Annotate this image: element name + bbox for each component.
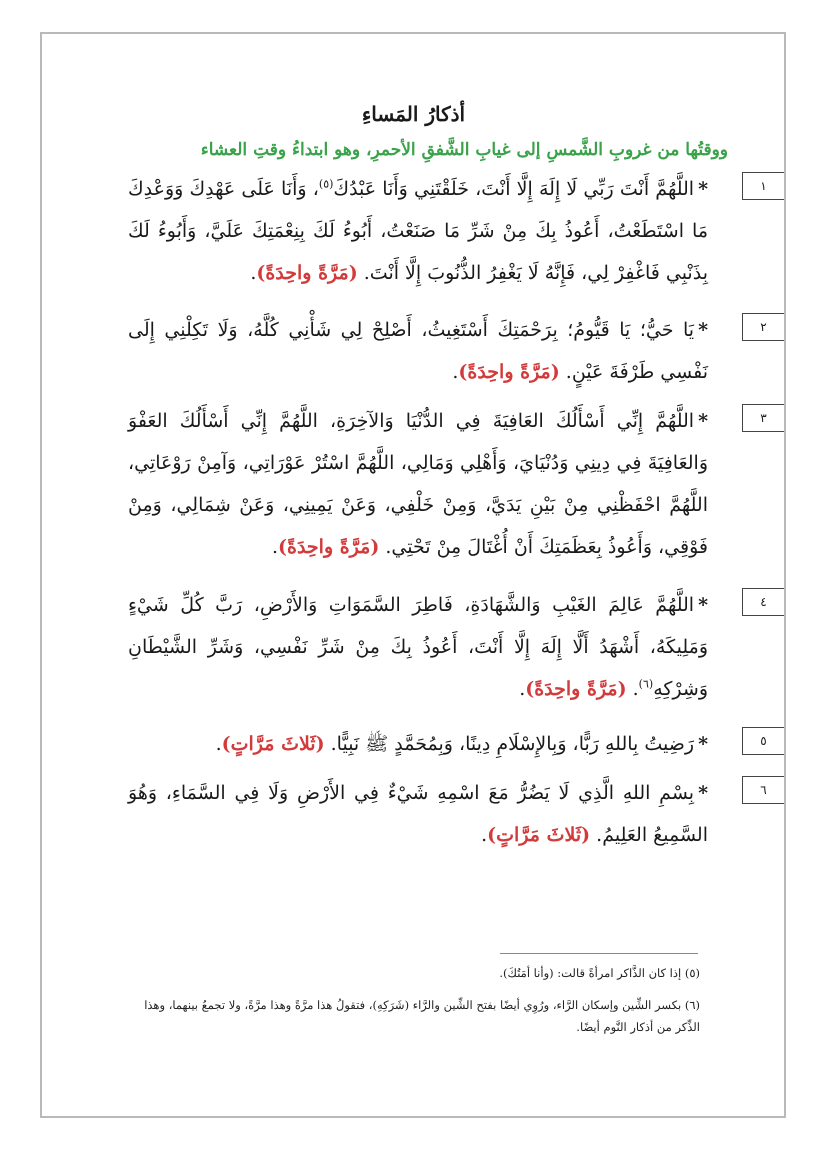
entry-number-4: ٤ xyxy=(742,588,784,616)
repeat-count: (ثَلاثَ مَرَّاتٍ) xyxy=(487,824,591,846)
entry-end: . xyxy=(271,536,278,558)
entry-2 xyxy=(128,309,708,393)
entry-text: يَا حَيُّ؛ يَا قَيُّومُ؛ بِرَحْمَتِكَ أَسْتَغِيثُ، أَصْلِحْ لِي شَأْنِي كُلَّهُ، وَلَا تَكِلْنِي إِلَى نَفْسِي طَرْفَةَ عَيْنٍ. xyxy=(128,319,708,383)
page-title: أذكارُ المَساءِ xyxy=(361,102,466,126)
repeat-count: (مَرَّةً واحِدَةً) xyxy=(458,361,560,383)
entry-text: اللَّهُمَّ إِنِّي أَسْأَلُكَ العَافِيَةَ فِي الدُّنْيَا وَالآخِرَةِ، اللَّهُمَّ إِنِّي أَسْأَلُكَ العَفْوَ وَالعَافِيَةَ فِي دِينِي وَدُنْيَايَ، وَأَهْلِي وَمَالِي، اللَّهُمَّ اسْتُرْ عَوْرَاتِي، وَآمِنْ رَوْعَاتِي، اللَّهُمَّ احْفَظْنِي مِنْ بَيْنِ يَدَيَّ، وَمِنْ خَلْفِي، وَعَنْ يَمِينِي، وَعَنْ شِمَالِي، وَمِنْ فَوْقِي، وَأَعُوذُ بِعَظَمَتِكَ أَنْ أُغْتَالَ مِنْ تَحْتِي. xyxy=(128,410,708,558)
repeat-count: (ثَلاثَ مَرَّاتٍ) xyxy=(221,733,325,755)
entry-number-2: ٢ xyxy=(742,313,784,341)
entry-1 xyxy=(128,168,708,294)
entry-number-6: ٦ xyxy=(742,776,784,804)
star-icon: * xyxy=(698,733,708,755)
entry-number-1: ١ xyxy=(742,172,784,200)
entry-end: . xyxy=(481,824,488,846)
star-icon: * xyxy=(698,594,708,616)
entry-end: . xyxy=(452,361,459,383)
entry-text: رَضِيتُ بِاللهِ رَبًّا، وَبِالإِسْلَامِ دِينًا، وَبِمُحَمَّدٍ ﷺ نَبِيًّا. xyxy=(330,733,695,755)
footnote-ref[interactable]: (٦) xyxy=(638,677,654,691)
entry-5 xyxy=(128,723,708,765)
star-icon: * xyxy=(698,178,708,200)
page-subtitle: ووقتُها من غروبِ الشَّمسِ إلى غيابِ الشَّفقِ الأحمرِ، وهو ابتداءُ وقتِ العشاء xyxy=(200,140,728,160)
entry-text-continued: . xyxy=(632,678,639,700)
entry-end: . xyxy=(215,733,222,755)
entry-number-3: ٣ xyxy=(742,404,784,432)
entry-end: . xyxy=(250,262,257,284)
star-icon: * xyxy=(698,782,708,804)
entry-3 xyxy=(128,400,708,568)
entry-text-continued: ، وَأَنَا عَلَى عَهْدِكَ وَوَعْدِكَ مَا اسْتَطَعْتُ، أَعُوذُ بِكَ مِنْ شَرِّ مَا صَنَعْتُ، أَبُوءُ لَكَ بِنِعْمَتِكَ عَلَيَّ، وَأَبُوءُ لَكَ بِذَنْبِي فَاغْفِرْ لِي، فَإِنَّهُ لَا يَغْفِرُ الذُّنُوبَ إِلَّا أَنْتَ. xyxy=(128,178,708,284)
footnote-6: (٦) بكسر الشِّين وإسكان الرَّاء، ورُوِي أيضًا بفتح الشِّين والرَّاء (شَرَكِهِ)، فتقولُ هذا مرَّةً وهذا مرَّةً، ولا تجمعُ بينهما، وهذا الذِّكر من أذكار النَّوم أيضًا. xyxy=(144,998,700,1034)
repeat-count: (مَرَّةً واحِدَةً) xyxy=(278,536,380,558)
entry-text: اللَّهُمَّ أَنْتَ رَبِّي لَا إِلَهَ إِلَّا أَنْتَ، خَلَقْتَنِي وَأَنَا عَبْدُكَ xyxy=(333,178,695,200)
entry-text: بِسْمِ اللهِ الَّذِي لَا يَضُرُّ مَعَ اسْمِهِ شَيْءٌ فِي الأَرْضِ وَلَا فِي السَّمَاءِ، وَهُوَ السَّمِيعُ العَلِيمُ. xyxy=(128,782,708,846)
entry-6 xyxy=(128,772,708,856)
footnote-5: (٥) إذا كان الذَّاكر امرأةً قالت: (وأنا أمَتُكَ). xyxy=(499,966,700,980)
entry-4 xyxy=(128,584,708,710)
entry-number-5: ٥ xyxy=(742,727,784,755)
footnote-divider xyxy=(500,953,698,954)
footnote-ref[interactable]: (٥) xyxy=(318,177,334,191)
repeat-count: (مَرَّةً واحِدَةً) xyxy=(525,678,627,700)
entry-text: اللَّهُمَّ عَالِمَ الغَيْبِ وَالشَّهَادَةِ، فَاطِرَ السَّمَوَاتِ وَالأَرْضِ، رَبَّ كُلِّ شَيْءٍ وَمَلِيكَهُ، أَشْهَدُ أَلَّا إِلَهَ إِلَّا أَنْتَ، أَعُوذُ بِكَ مِنْ شَرِّ نَفْسِي، وَشَرِّ الشَّيْطَانِ وَشِرْكِهِ xyxy=(128,594,708,700)
repeat-count: (مَرَّةً واحِدَةً) xyxy=(256,262,358,284)
star-icon: * xyxy=(698,410,708,432)
star-icon: * xyxy=(698,319,708,341)
entry-end: . xyxy=(519,678,526,700)
